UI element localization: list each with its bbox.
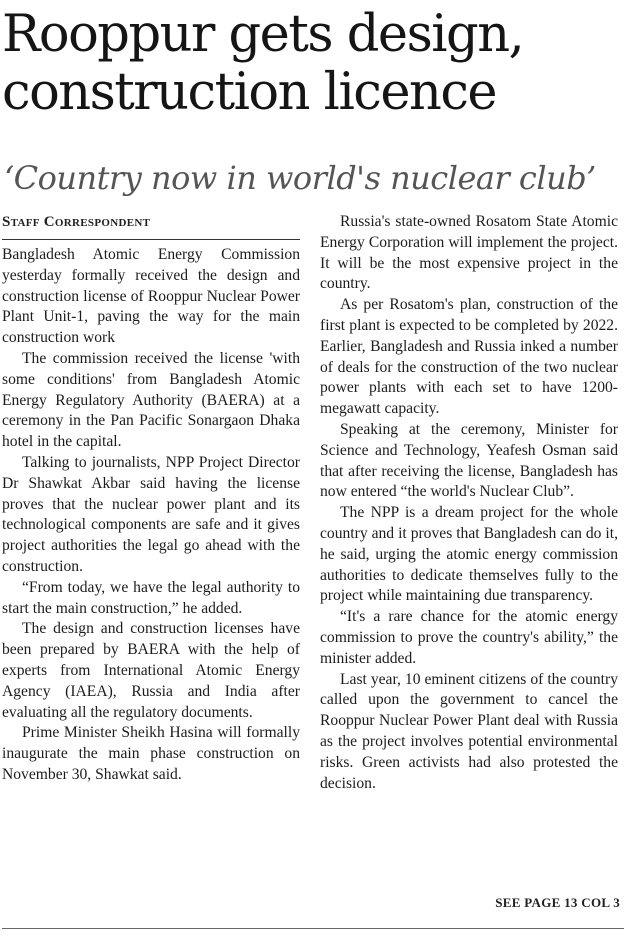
paragraph: Bangladesh Atomic Energy Commission yesterday formally received the design and construction license of Rooppur Nuclear Power Plant Unit-1, paving the way for the main construction work [2,246,300,347]
headline [2,6,632,122]
paragraph: As per Rosatom's plan, construction of the first plant is expected to be completed by 2022. Earlier, Bangladesh and Russia inked a number of deals for the construction of the two nuclear power plants with each set to have 1200-megawatt capacity. [320,296,618,418]
paragraph: Talking to journalists, NPP Project Director Dr Shawkat Akbar said having the license proves that the nuclear power plant and its technological components are safe and it gives project authorities the legal go ahead with the construction. [2,453,300,575]
byline: Staff Correspondent [2,214,151,230]
paragraph: “From today, we have the legal authority to start the main construction,” he added. [2,578,300,617]
continuation-note: SEE PAGE 13 COL 3 [495,895,620,910]
paragraph: The commission received the license 'with some conditions' from Bangladesh Atomic Energy Regulatory Authority (BAERA) at a ceremony in the Pan Pacific Sonargaon Dhaka hotel in the capital. [2,349,300,451]
paragraph: Prime Minister Sheikh Hasina will formally inaugurate the main phase construction on November 30, Shawkat said. [2,724,300,783]
bottom-divider [2,928,624,929]
paragraph: The design and construction licenses have been prepared by BAERA with the help of experts from International Atomic Energy Agency (IAEA), Russia and India after evaluating all the regulatory documents. [2,620,300,721]
subheadline: ‘Country now in world's nuclear club’ [4,159,596,197]
headline-line-2: construction licence [2,63,497,122]
paragraph: Last year, 10 eminent citizens of the country called upon the government to cancel the Rooppur Nuclear Power Plant deal with Russia as the project involves potential environmental risks. Green activists had also protested the decision. [320,670,618,792]
paragraph: Speaking at the ceremony, Minister for Science and Technology, Yeafesh Osman said that after receiving the license, Bangladesh has now entered “the world's Nuclear Club”. [320,420,618,501]
paragraph: Russia's state-owned Rosatom State Atomic Energy Corporation will implement the project. It will be the most expensive project in the country. [320,213,618,293]
paragraph: “It's a rare chance for the atomic energy commission to prove the country's ability,” the minister added. [320,608,618,667]
right-column [320,212,618,794]
byline-divider [2,239,300,240]
left-column [2,245,300,786]
paragraph: The NPP is a dream project for the whole country and it proves that Bangladesh can do it, he said, urging the atomic energy commission authorities to dedicate themselves fully to the project while maintaining due transparency. [320,504,618,605]
headline-line-1: Rooppur gets design, [2,5,524,64]
